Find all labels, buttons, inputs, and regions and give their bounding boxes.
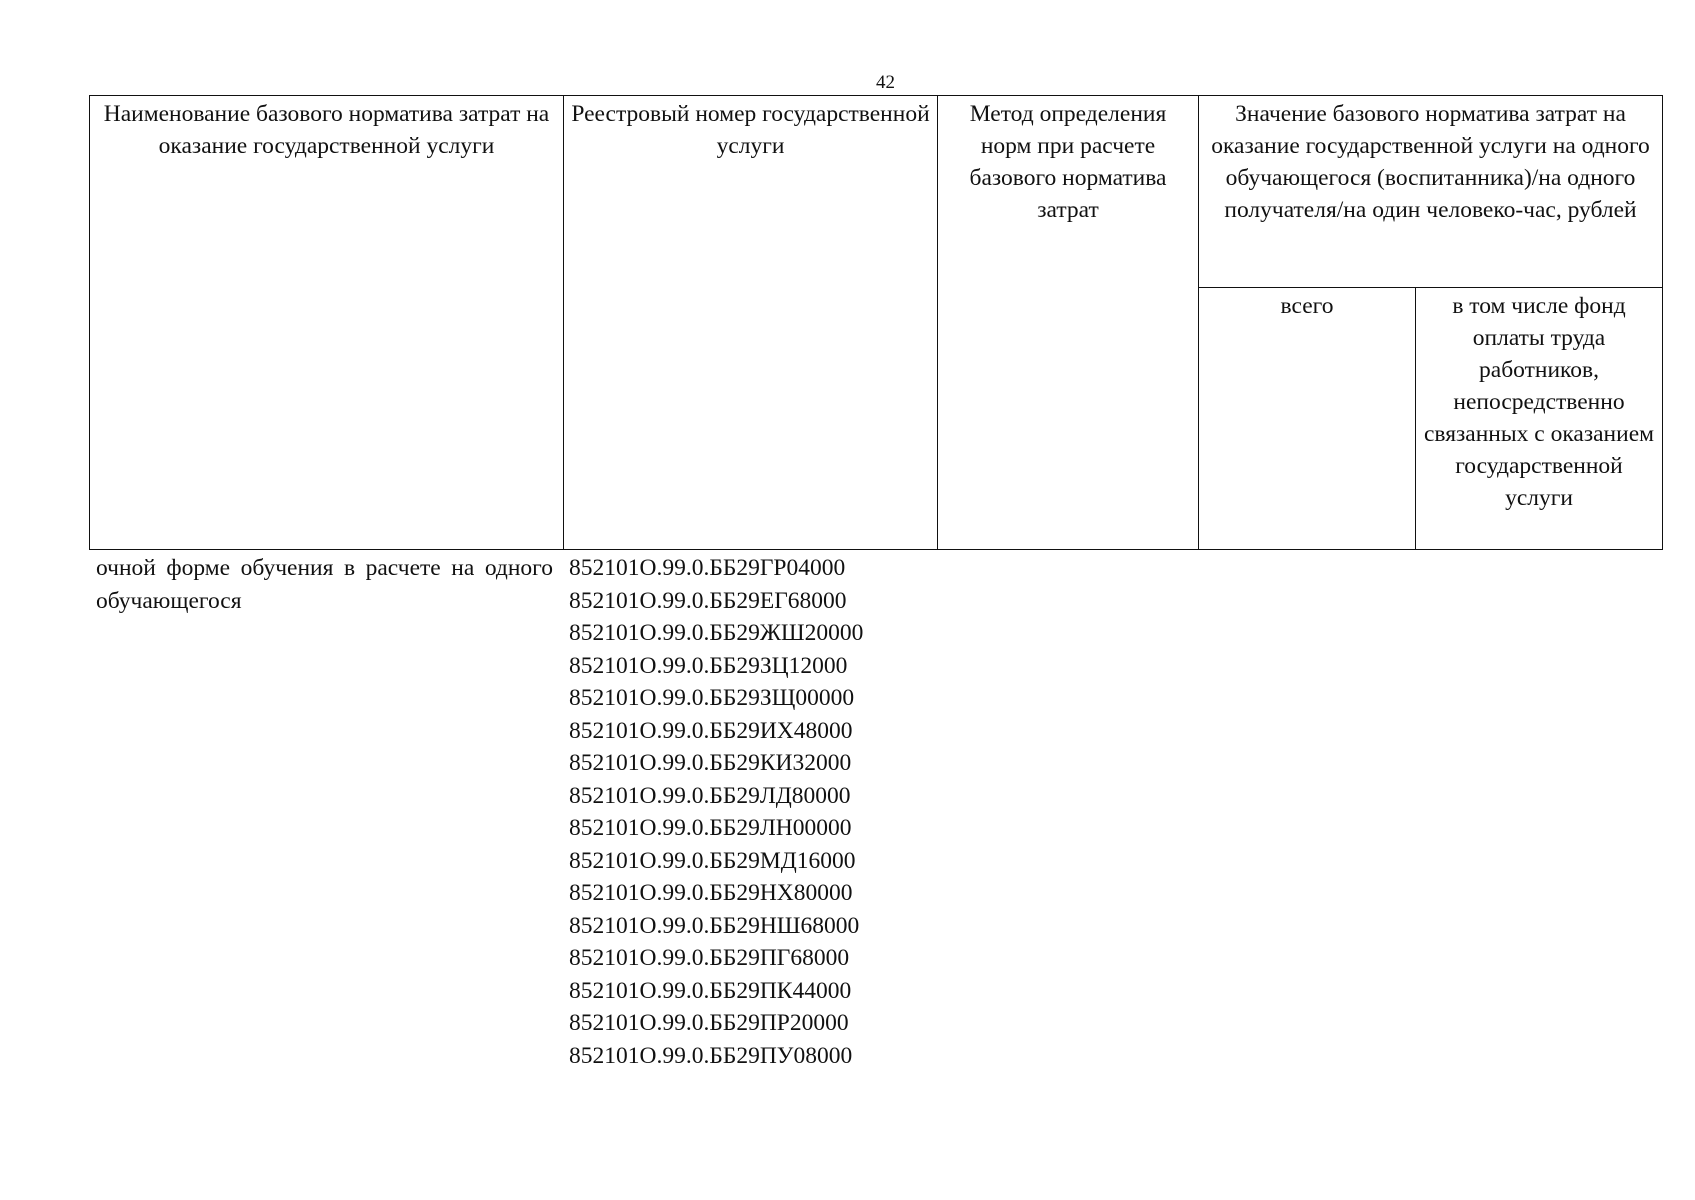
registry-number: 852101О.99.0.ББ29НХ80000 xyxy=(569,880,853,906)
registry-number: 852101О.99.0.ББ29ПУ08000 xyxy=(569,1042,853,1069)
registry-number: 852101О.99.0.ББ29КИ32000 xyxy=(569,750,852,776)
registry-number-list xyxy=(569,552,949,1072)
header-col-method: Метод определения норм при расчете базового норматива затрат xyxy=(938,96,1199,550)
registry-number: 852101О.99.0.ББ29ПК44000 xyxy=(569,977,852,1004)
page-number: 42 xyxy=(876,72,895,93)
registry-number: 852101О.99.0.ББ29ЗЩ00000 xyxy=(569,685,855,711)
registry-number: 852101О.99.0.ББ29ПГ68000 xyxy=(569,945,850,971)
registry-number: 852101О.99.0.ББ29ЕГ68000 xyxy=(569,587,847,614)
service-name-cell: очной форме обучения в расчете на одного обучающегося xyxy=(96,555,553,614)
registry-number: 852101О.99.0.ББ29ЛН00000 xyxy=(569,815,852,841)
header-col-value: Значение базового норматива затрат на оказание государственной услуги на одного обучающегося (воспитанника)/на одного получателя/на один человеко-час, рублей xyxy=(1199,96,1663,288)
header-sub-payroll: в том числе фонд оплаты труда работников, непосредственно связанных с оказанием государственной услуги xyxy=(1416,288,1663,550)
header-sub-total: всего xyxy=(1199,288,1416,550)
registry-number: 852101О.99.0.ББ29НШ68000 xyxy=(569,912,860,939)
normative-header-table xyxy=(89,95,1663,550)
registry-number: 852101О.99.0.ББ29МД16000 xyxy=(569,847,856,874)
registry-number: 852101О.99.0.ББ29ЖШ20000 xyxy=(569,620,864,646)
registry-number: 852101О.99.0.ББ29ПР20000 xyxy=(569,1010,849,1036)
registry-number: 852101О.99.0.ББ29ЗЦ12000 xyxy=(569,652,848,679)
header-col-name: Наименование базового норматива затрат на оказание государственной услуги xyxy=(90,96,564,550)
registry-number: 852101О.99.0.ББ29ИХ48000 xyxy=(569,717,853,744)
registry-number: 852101О.99.0.ББ29ЛД80000 xyxy=(569,782,851,809)
registry-number: 852101О.99.0.ББ29ГР04000 xyxy=(569,555,846,581)
header-col-registry: Реестровый номер государственной услуги xyxy=(564,96,938,550)
